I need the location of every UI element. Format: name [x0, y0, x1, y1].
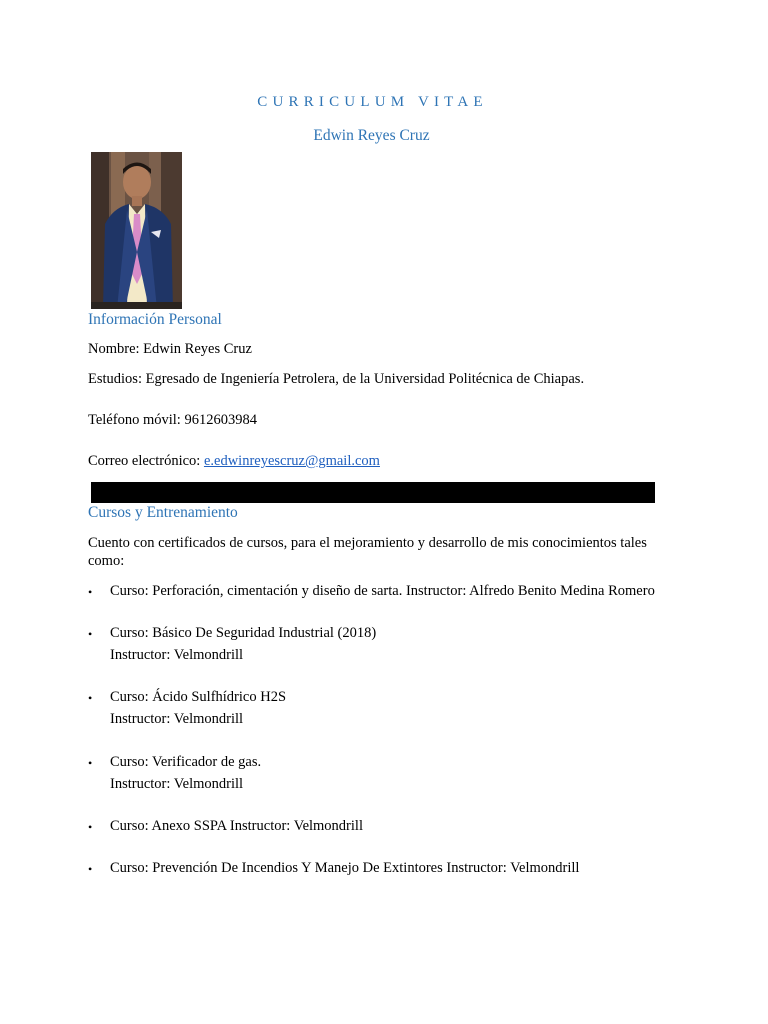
course-item	[110, 686, 286, 730]
course-item	[110, 751, 261, 795]
bullet-marker: •	[88, 585, 93, 599]
course-instructor: Instructor: Velmondrill	[110, 711, 244, 727]
bullet-marker: •	[88, 691, 93, 705]
bullet-marker: •	[88, 820, 93, 834]
studies-field: Estudios: Egresado de Ingeniería Petrolera, de la Universidad Politécnica de Chiapas.	[88, 371, 585, 387]
email-link[interactable]: e.edwinreyescruz@gmail.com	[203, 453, 380, 469]
course-title: Curso: Verificador de gas.	[110, 754, 262, 770]
redaction-bar	[91, 482, 655, 503]
course-item	[110, 857, 579, 879]
profile-photo	[91, 152, 182, 309]
courses-intro: Cuento con certificados de cursos, para el mejoramiento y desarrollo de mis conocimientos tales como:	[88, 535, 647, 569]
email-label: Correo electrónico:	[88, 453, 204, 469]
bullet-marker: •	[88, 627, 93, 641]
course-title: Curso: Perforación, cimentación y diseño de sarta. Instructor: Alfredo Benito Medina Romero	[110, 583, 655, 599]
course-item	[110, 815, 363, 837]
course-item	[110, 622, 376, 666]
course-instructor: Instructor: Velmondrill	[110, 776, 244, 792]
course-title: Curso: Básico De Seguridad Industrial (2018)	[110, 625, 377, 641]
course-title: Curso: Prevención De Incendios Y Manejo De Extintores Instructor: Velmondrill	[110, 860, 580, 876]
phone-field: Teléfono móvil: 9612603984	[88, 412, 257, 428]
person-name-heading: Edwin Reyes Cruz	[313, 127, 430, 144]
name-field: Nombre: Edwin Reyes Cruz	[88, 341, 252, 357]
course-instructor: Instructor: Velmondrill	[110, 647, 244, 663]
section-heading-courses: Cursos y Entrenamiento	[88, 504, 238, 521]
course-title: Curso: Ácido Sulfhídrico H2S	[110, 689, 287, 705]
document-title: CURRICULUM VITAE	[257, 94, 488, 110]
bullet-marker: •	[88, 862, 93, 876]
email-row	[88, 452, 380, 470]
section-heading-personal-info: Información Personal	[88, 311, 222, 328]
course-title: Curso: Anexo SSPA Instructor: Velmondrill	[110, 818, 363, 834]
bullet-marker: •	[88, 756, 93, 770]
course-item	[110, 580, 655, 602]
